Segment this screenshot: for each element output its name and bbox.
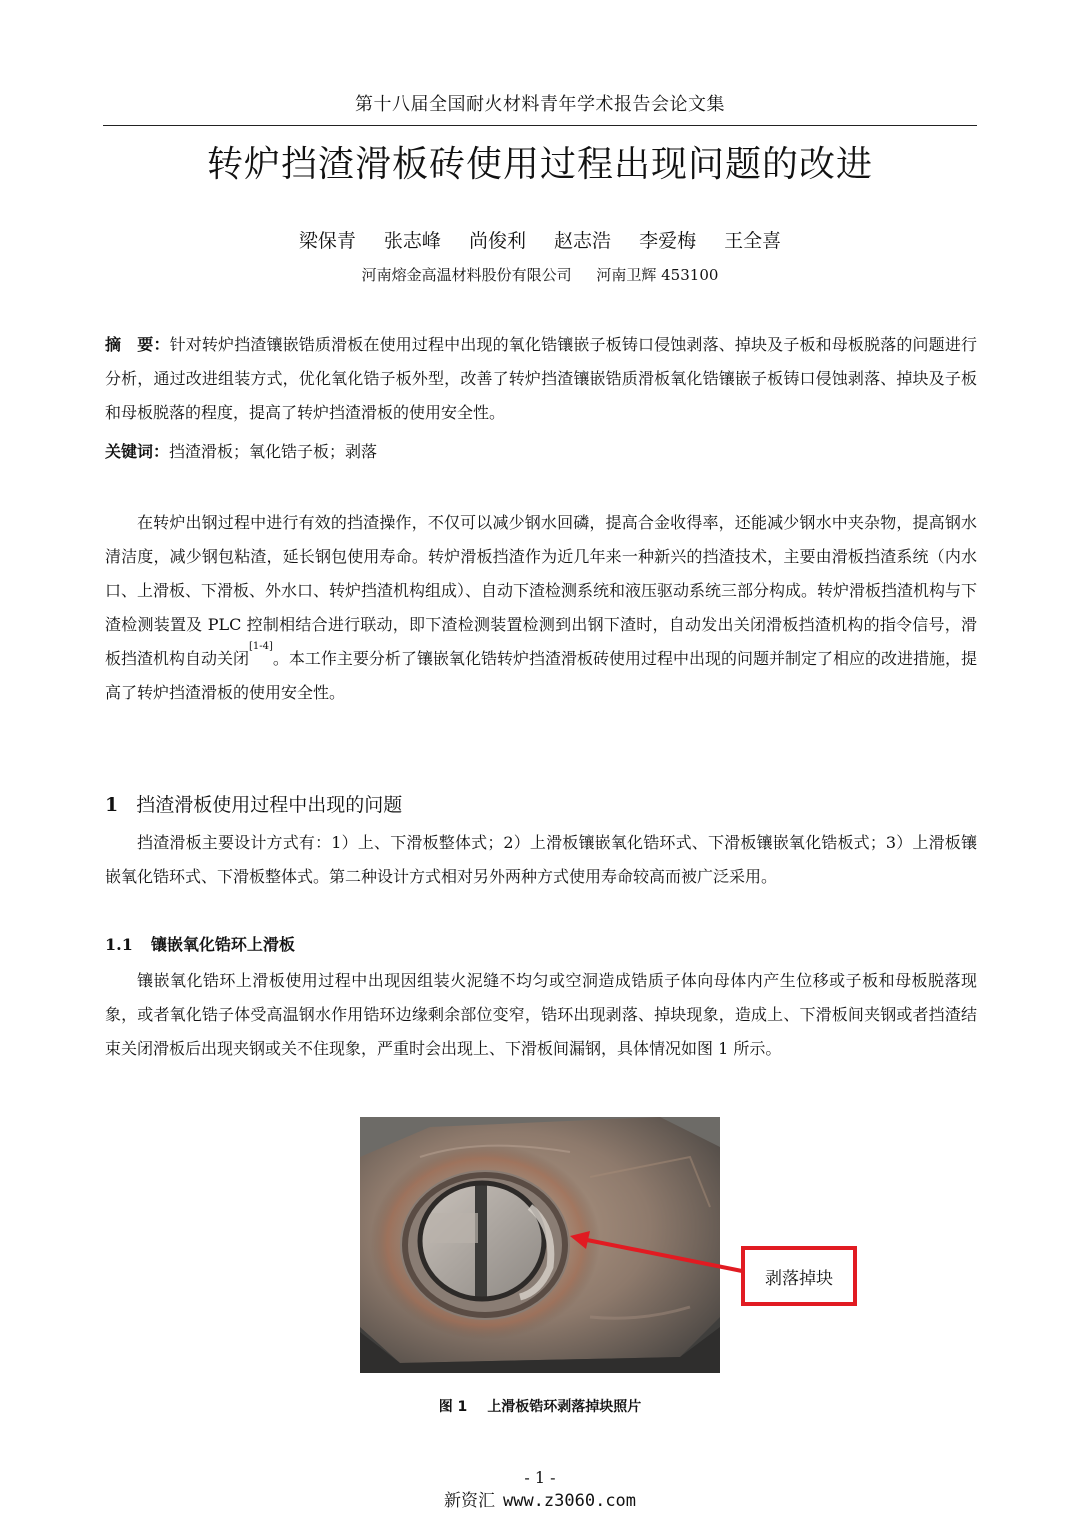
intro-paragraph bbox=[105, 506, 977, 710]
subsection-number: 1.1 bbox=[105, 935, 133, 954]
abstract-label: 摘 要： bbox=[105, 335, 170, 354]
affiliation-location: 河南卫辉 453100 bbox=[596, 266, 719, 284]
author: 王全喜 bbox=[724, 230, 782, 252]
watermark bbox=[0, 1486, 1080, 1511]
author: 张志峰 bbox=[383, 230, 441, 252]
abstract bbox=[105, 328, 977, 430]
section-heading bbox=[105, 790, 402, 817]
subsection-paragraph: 镶嵌氧化锆环上滑板使用过程中出现因组装火泥缝不均匀或空洞造成锆质子体向母体内产生位移或子板和母板脱落现象，或者氧化锆子体受高温钢水作用锆环边缘剩余部位变窄，锆环出现剥落、掉块现象，造成上、下滑板间夹钢或者挡渣结束关闭滑板后出现夹钢或关不住现象，严重时会出现上、下滑板间漏钢，具体情况如图 1 所示。 bbox=[105, 971, 977, 1058]
keywords bbox=[105, 435, 977, 469]
affiliation-company: 河南熔金高温材料股份有限公司 bbox=[361, 266, 572, 284]
abstract-text: 针对转炉挡渣镶嵌锆质滑板在使用过程中出现的氧化锆镶嵌子板铸口侵蚀剥落、掉块及子板和母板脱落的问题进行分析，通过改进组装方式，优化氧化锆子板外型，改善了转炉挡渣镶嵌锆质滑板氧化锆镶嵌子板铸口侵蚀剥落、掉块及子板和母板脱落的程度，提高了转炉挡渣滑板的使用安全性。 bbox=[105, 335, 977, 422]
header-rule bbox=[103, 125, 977, 126]
figure-caption bbox=[0, 1396, 1080, 1416]
subsection-title: 镶嵌氧化锆环上滑板 bbox=[150, 935, 295, 954]
page-number: - 1 - bbox=[524, 1468, 556, 1487]
keywords-label: 关键词： bbox=[105, 442, 170, 461]
watermark-name: 新资汇 bbox=[443, 1491, 495, 1511]
author: 尚俊利 bbox=[468, 230, 526, 252]
section-paragraph: 挡渣滑板主要设计方式有：1）上、下滑板整体式；2）上滑板镶嵌氧化锆环式、下滑板镶嵌氧化锆板式；3）上滑板镶嵌氧化锆环式、下滑板整体式。第二种设计方式相对另外两种方式使用寿命较高而被广泛采用。 bbox=[105, 833, 977, 886]
subsection-heading bbox=[105, 932, 295, 955]
author: 赵志浩 bbox=[554, 230, 612, 252]
keywords-text: 挡渣滑板；氧化锆子板；剥落 bbox=[169, 442, 378, 461]
author: 李爱梅 bbox=[639, 230, 697, 252]
watermark-url: www.z3060.com bbox=[502, 1491, 637, 1511]
paper-title: 转炉挡渣滑板砖使用过程出现问题的改进 bbox=[206, 144, 873, 185]
author: 梁保青 bbox=[298, 230, 356, 252]
affiliation bbox=[0, 264, 1080, 285]
running-header: 第十八届全国耐火材料青年学术报告会论文集 bbox=[355, 94, 725, 115]
section-number: 1 bbox=[105, 794, 119, 816]
intro-text-end: 。本工作主要分析了镶嵌氧化锆转炉挡渣滑板砖使用过程中出现的问题并制定了相应的改进措施，提高了转炉挡渣滑板的使用安全性。 bbox=[105, 649, 977, 702]
callout-label: 剥落掉块 bbox=[765, 1268, 833, 1289]
citation-ref: [1-4] bbox=[249, 641, 273, 652]
author-list bbox=[0, 226, 1080, 253]
callout-arrow bbox=[560, 1225, 750, 1285]
intro-text: 在转炉出钢过程中进行有效的挡渣操作，不仅可以减少钢水回磷，提高合金收得率，还能减少钢水中夹杂物，提高钢水清洁度，减少钢包粘渣，延长钢包使用寿命。转炉滑板挡渣作为近几年来一种新兴的挡渣技术，主要由滑板挡渣系统（内水口、上滑板、下滑板、外水口、转炉挡渣机构组成）、自动下渣检测系统和液压驱动系统三部分构成。转炉滑板挡渣机构与下渣检测装置及 PLC 控制相结合进行联动，即下渣检测装置检测到出钢下渣时，自动发出关闭滑板挡渣机构的指令信号，滑板挡渣机构自动关闭 bbox=[105, 513, 978, 668]
callout-label-box bbox=[741, 1246, 857, 1306]
figure-number: 图 1 bbox=[438, 1399, 468, 1415]
section-title: 挡渣滑板使用过程中出现的问题 bbox=[136, 794, 403, 816]
figure-caption-text: 上滑板锆环剥落掉块照片 bbox=[487, 1399, 642, 1415]
